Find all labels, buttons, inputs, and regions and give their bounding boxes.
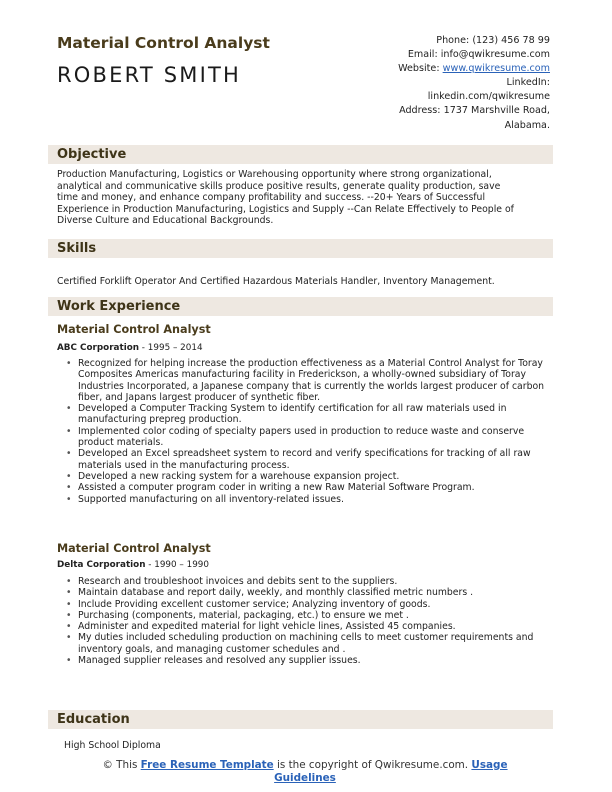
objective-text: [57, 169, 551, 227]
job-1-dates: - 1995 – 2014: [139, 343, 203, 353]
education-text: High School Diploma: [64, 740, 161, 751]
objective-line: Diverse Culture and Educational Backgrounds.: [57, 215, 274, 226]
email-label: Email:: [407, 49, 438, 61]
website-link[interactable]: www.qwikresume.com: [442, 63, 550, 75]
list-item: • Maintain database and report daily, weekly, and monthly classified metric numbers .: [66, 587, 552, 598]
objective-line: analytical and communicative skills produce positive results, generate quality production, save: [57, 180, 501, 192]
job-1-company-line: [57, 343, 203, 353]
email-value: info@qwikresume.com: [440, 49, 550, 61]
candidate-name: ROBERT SMITH: [57, 63, 242, 87]
contact-block: [320, 34, 550, 133]
job-2-company-line: [57, 560, 209, 570]
list-item: • Administer and expedited material for light vehicle lines, Assisted 45 companies.: [66, 621, 552, 632]
copyright-footer: [70, 759, 540, 785]
list-item: • Purchasing (components, material, packaging, etc.) to ensure we met .: [66, 610, 552, 621]
website-label: Website:: [398, 63, 440, 75]
section-heading-education: Education: [48, 710, 553, 729]
section-heading-work-experience: Work Experience: [48, 297, 553, 316]
objective-line: Experience in Production Manufacturing, Logistics and Supply --Can Relate Effectively to People of: [57, 203, 514, 215]
contact-phone: [320, 34, 550, 48]
job-1-company: ABC Corporation: [57, 343, 140, 353]
job-1-title: Material Control Analyst: [57, 323, 211, 336]
list-item: • Supported manufacturing on all inventory-related issues.: [66, 494, 552, 505]
contact-address: [320, 104, 550, 118]
contact-email: [320, 48, 550, 62]
job-2-company: Delta Corporation: [57, 560, 146, 570]
list-item: • Developed a new racking system for a warehouse expansion project.: [66, 471, 552, 482]
list-item: • Recognized for helping increase the production effectiveness as a Material Control Analyst for Toray Composites Americas manufacturing facility in Frederickson, a wholly-owned subsidiary of Toray Industries Incorporated, a Japanese company that is currently the worlds largest producer of carbon fiber, and Japans largest producer of synthetic fiber.: [66, 358, 552, 403]
list-item: • My duties included scheduling production on machining cells to meet customer requirements and inventory goals, and managing customer schedules and .: [66, 632, 552, 655]
contact-website: [320, 62, 550, 76]
list-item: • Implemented color coding of specialty papers used in production to reduce waste and conserve product materials.: [66, 426, 552, 449]
list-item: • Developed a Computer Tracking System to identify certification for all raw materials used in manufacturing prepreg production.: [66, 403, 552, 426]
section-heading-skills: Skills: [48, 239, 553, 258]
contact-address-line2: Alabama.: [504, 119, 550, 131]
list-item: • Research and troubleshoot invoices and debits sent to the suppliers.: [66, 576, 552, 587]
section-heading-objective: Objective: [48, 145, 553, 164]
job-2-dates: - 1990 – 1990: [145, 560, 210, 570]
free-resume-template-link[interactable]: Free Resume Template: [140, 759, 274, 771]
job-2-title: Material Control Analyst: [57, 542, 211, 555]
address-line1: 1737 Marshville Road,: [443, 105, 550, 117]
footer-prefix: © This: [102, 759, 141, 771]
footer-middle: is the copyright of Qwikresume.com.: [273, 759, 472, 771]
objective-line: time and money, and enhance company profitability and success. --20+ Years of Successful: [57, 192, 486, 203]
address-label: Address:: [399, 105, 441, 117]
objective-line: Production Manufacturing, Logistics or Warehousing opportunity where strong organizational,: [57, 169, 492, 180]
contact-linkedin-label: LinkedIn:: [506, 77, 550, 89]
usage-guidelines-link[interactable]: Usage Guidelines: [274, 759, 508, 784]
list-item: • Include Providing excellent customer service; Analyzing inventory of goods.: [66, 599, 552, 610]
phone-value: (123) 456 78 99: [472, 35, 550, 46]
list-item: • Assisted a computer program coder in writing a new Raw Material Software Program.: [66, 482, 552, 493]
job-2-bullets: [66, 576, 552, 666]
contact-linkedin-value: linkedin.com/qwikresume: [427, 91, 550, 103]
skills-text: Certified Forklift Operator And Certified Hazardous Materials Handler, Inventory Management.: [57, 276, 495, 287]
list-item: • Developed an Excel spreadsheet system to record and verify specifications for tracking of all raw materials used in the manufacturing process.: [66, 448, 552, 471]
list-item: • Managed supplier releases and resolved any supplier issues.: [66, 655, 552, 666]
resume-job-title: Material Control Analyst: [57, 34, 270, 52]
job-1-bullets: [66, 358, 552, 505]
phone-label: Phone:: [436, 35, 470, 46]
